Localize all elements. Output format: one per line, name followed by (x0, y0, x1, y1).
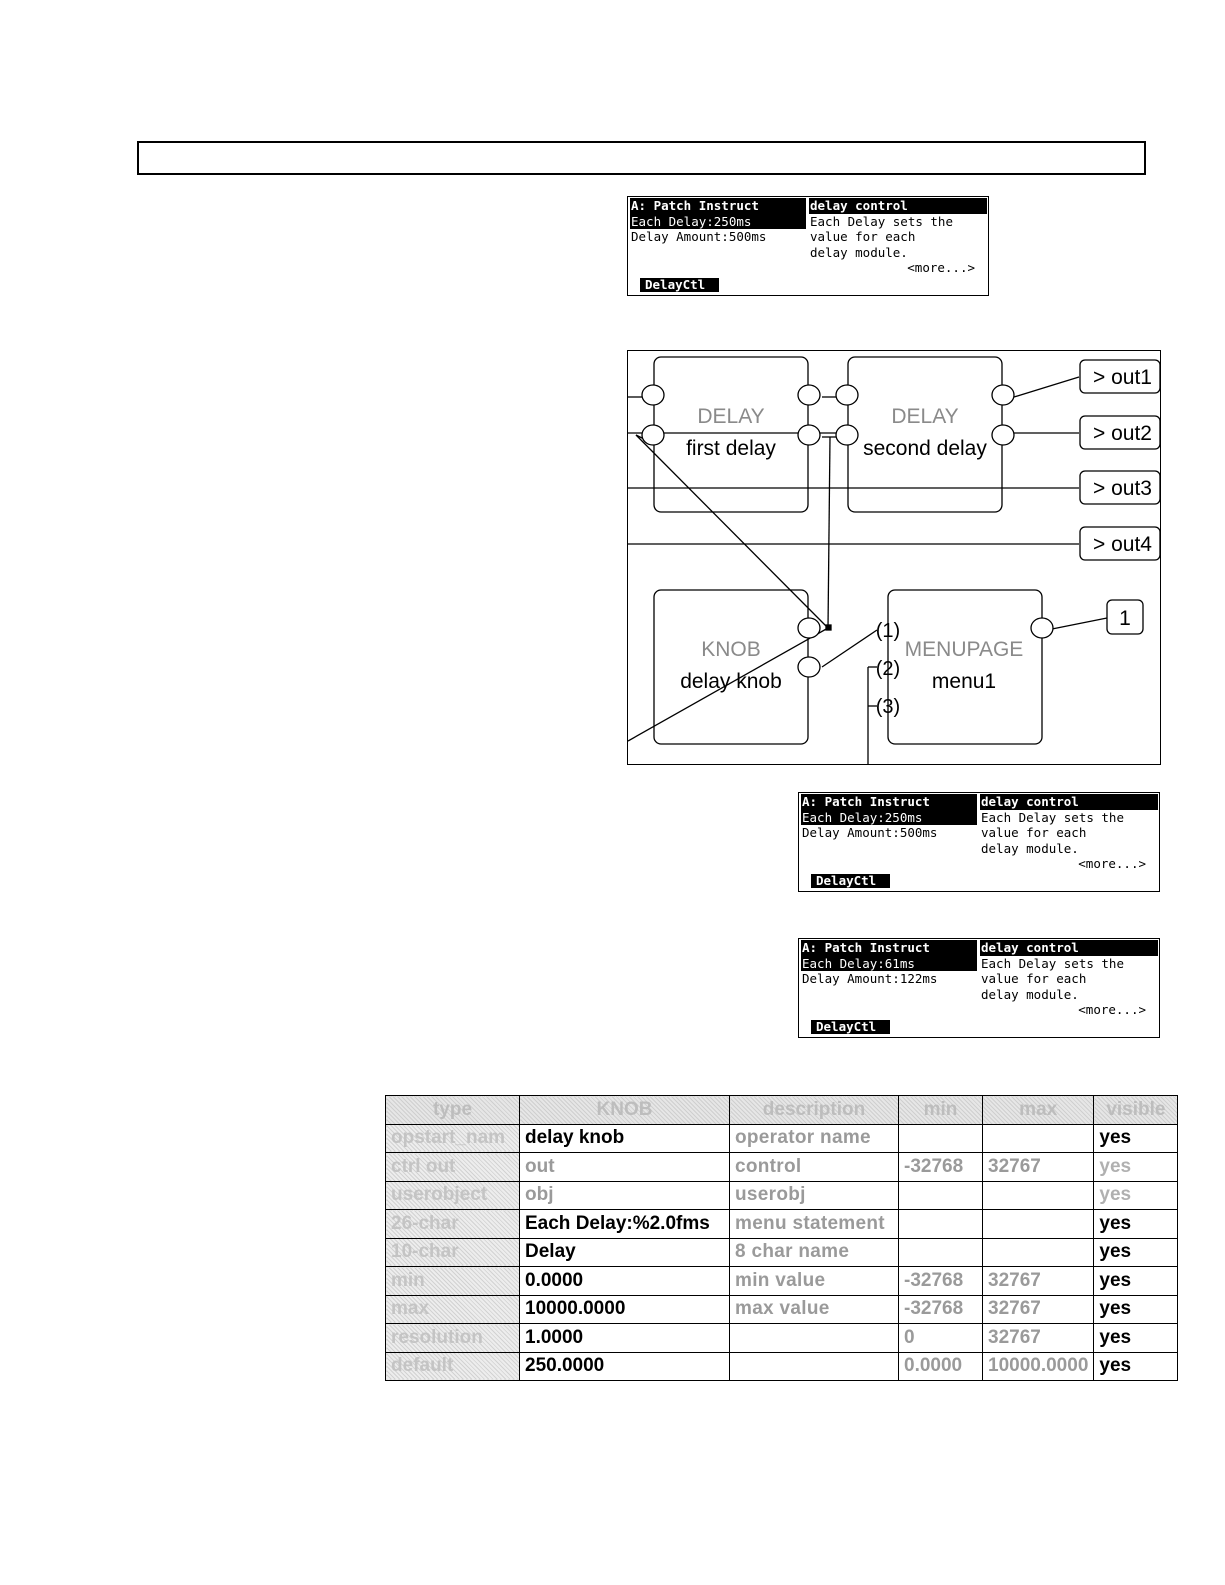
min-cell[interactable]: -32768 (899, 1295, 983, 1324)
lcd-help-text: value for each (981, 971, 1087, 986)
lcd-param[interactable]: Delay Amount:500ms (631, 229, 767, 244)
type-cell: 10-char (386, 1238, 520, 1267)
column-header-knob: KNOB (520, 1096, 730, 1125)
module-type-label: KNOB (701, 638, 761, 661)
min-cell[interactable]: -32768 (899, 1153, 983, 1182)
visible-cell[interactable]: yes (1094, 1324, 1178, 1353)
table-row (386, 1153, 1178, 1182)
page-output-label: 1 (1119, 607, 1131, 630)
lcd-page-tag[interactable]: DelayCtl (640, 278, 719, 292)
visible-cell[interactable]: yes (1094, 1295, 1178, 1324)
table-row (386, 1295, 1178, 1324)
description-cell: max value (730, 1295, 899, 1324)
lcd-display-2 (798, 792, 1160, 892)
module-name-label: first delay (686, 437, 776, 460)
delay-module-2[interactable] (848, 357, 1002, 512)
lcd-help-title: delay control (980, 794, 1158, 810)
value-cell[interactable]: 0.0000 (520, 1267, 730, 1296)
output-label: > out3 (1093, 477, 1152, 500)
patch-diagram (627, 350, 1161, 765)
lcd-selected-param[interactable]: Each Delay:61ms (801, 956, 977, 972)
value-cell[interactable]: out (520, 1153, 730, 1182)
max-cell[interactable] (983, 1238, 1094, 1267)
delay-module-1[interactable] (654, 357, 808, 512)
description-cell: 8 char name (730, 1238, 899, 1267)
section-title-bar (137, 141, 1146, 175)
menupage-module[interactable] (888, 590, 1042, 744)
value-cell[interactable]: Delay (520, 1238, 730, 1267)
lcd-more-link[interactable]: <more...> (907, 260, 975, 275)
type-cell: default (386, 1352, 520, 1381)
value-cell[interactable]: 250.0000 (520, 1352, 730, 1381)
lcd-patch-title: A: Patch Instruct (630, 198, 806, 214)
lcd-page-tag[interactable]: DelayCtl (811, 874, 890, 888)
visible-cell[interactable]: yes (1094, 1352, 1178, 1381)
module-name-label: delay knob (680, 670, 782, 693)
module-type-label: DELAY (697, 405, 765, 428)
max-cell[interactable] (983, 1210, 1094, 1239)
lcd-help-text: delay module. (981, 840, 1079, 856)
output-label: > out1 (1093, 366, 1152, 389)
description-cell: operator name (730, 1124, 899, 1153)
module-ports[interactable] (642, 385, 1053, 677)
description-cell (730, 1352, 899, 1381)
min-cell[interactable]: -32768 (899, 1267, 983, 1296)
max-cell[interactable]: 10000.0000 (983, 1352, 1094, 1381)
lcd-help-text: delay module. (981, 986, 1079, 1002)
visible-cell[interactable]: yes (1094, 1153, 1178, 1182)
max-cell[interactable]: 32767 (983, 1324, 1094, 1353)
table-row (386, 1210, 1178, 1239)
patch-wires (628, 377, 1107, 765)
lcd-page-tag[interactable]: DelayCtl (811, 1020, 890, 1034)
visible-cell[interactable]: yes (1094, 1267, 1178, 1296)
lcd-help-text: value for each (810, 229, 916, 244)
lcd-patch-title: A: Patch Instruct (801, 794, 977, 810)
description-cell: menu statement (730, 1210, 899, 1239)
type-cell: userobject (386, 1181, 520, 1210)
description-cell: userobj (730, 1181, 899, 1210)
menu-input-label[interactable]: (1) (875, 620, 901, 642)
module-name-label: second delay (863, 437, 987, 460)
lcd-help-text: Each Delay sets the (981, 809, 1124, 825)
visible-cell[interactable]: yes (1094, 1210, 1178, 1239)
knob-module[interactable] (654, 590, 808, 744)
max-cell[interactable] (983, 1181, 1094, 1210)
module-name-label: menu1 (931, 670, 997, 693)
table-row (386, 1267, 1178, 1296)
lcd-param[interactable]: Delay Amount:122ms (802, 971, 938, 986)
menu-input-label[interactable]: (3) (875, 696, 901, 718)
lcd-more-link[interactable]: <more...> (1078, 1002, 1146, 1017)
table-row (386, 1181, 1178, 1210)
min-cell[interactable] (899, 1124, 983, 1153)
lcd-display-1 (627, 196, 989, 296)
table-row (386, 1324, 1178, 1353)
value-cell[interactable]: 10000.0000 (520, 1295, 730, 1324)
lcd-help-text: delay module. (810, 244, 908, 260)
lcd-help-title: delay control (980, 940, 1158, 956)
min-cell[interactable] (899, 1181, 983, 1210)
table-row (386, 1352, 1178, 1381)
lcd-patch-title: A: Patch Instruct (801, 940, 977, 956)
max-cell[interactable] (983, 1124, 1094, 1153)
value-cell[interactable]: Each Delay:%2.0fms (520, 1210, 730, 1239)
output-label: > out4 (1093, 533, 1152, 556)
lcd-help-text: value for each (981, 825, 1087, 840)
max-cell[interactable]: 32767 (983, 1295, 1094, 1324)
lcd-help-text: Each Delay sets the (981, 955, 1124, 971)
knob-properties-table (385, 1095, 1178, 1381)
column-header-visible: visible (1094, 1096, 1178, 1125)
column-header-description: description (730, 1096, 899, 1125)
type-cell: 26-char (386, 1210, 520, 1239)
min-cell[interactable]: 0 (899, 1324, 983, 1353)
output-label: > out2 (1093, 422, 1152, 445)
min-cell[interactable] (899, 1238, 983, 1267)
type-cell: ctrl out (386, 1153, 520, 1182)
type-cell: max (386, 1295, 520, 1324)
lcd-display-3 (798, 938, 1160, 1038)
column-header-type: type (386, 1096, 520, 1125)
value-cell[interactable]: delay knob (520, 1124, 730, 1153)
lcd-param[interactable]: Delay Amount:500ms (802, 825, 938, 840)
menu-input-label[interactable]: (2) (875, 658, 901, 680)
description-cell: min value (730, 1267, 899, 1296)
description-cell (730, 1324, 899, 1353)
lcd-help-title: delay control (809, 198, 987, 214)
lcd-help-text: Each Delay sets the (810, 213, 953, 229)
column-header-min: min (899, 1096, 983, 1125)
type-cell: resolution (386, 1324, 520, 1353)
lcd-selected-param[interactable]: Each Delay:250ms (630, 214, 806, 230)
column-header-max: max (983, 1096, 1094, 1125)
table-header-row (386, 1096, 1178, 1125)
min-cell[interactable]: 0.0000 (899, 1352, 983, 1381)
table-row (386, 1238, 1178, 1267)
lcd-selected-param[interactable]: Each Delay:250ms (801, 810, 977, 826)
module-type-label: DELAY (891, 405, 959, 428)
lcd-more-link[interactable]: <more...> (1078, 856, 1146, 871)
visible-cell[interactable]: yes (1094, 1238, 1178, 1267)
module-type-label: MENUPAGE (904, 638, 1024, 661)
visible-cell[interactable]: yes (1094, 1124, 1178, 1153)
type-cell: min (386, 1267, 520, 1296)
max-cell[interactable]: 32767 (983, 1153, 1094, 1182)
min-cell[interactable] (899, 1210, 983, 1239)
visible-cell[interactable]: yes (1094, 1181, 1178, 1210)
type-cell: opstart_nam (386, 1124, 520, 1153)
description-cell: control (730, 1153, 899, 1182)
value-cell[interactable]: 1.0000 (520, 1324, 730, 1353)
max-cell[interactable]: 32767 (983, 1267, 1094, 1296)
value-cell[interactable]: obj (520, 1181, 730, 1210)
table-row (386, 1124, 1178, 1153)
